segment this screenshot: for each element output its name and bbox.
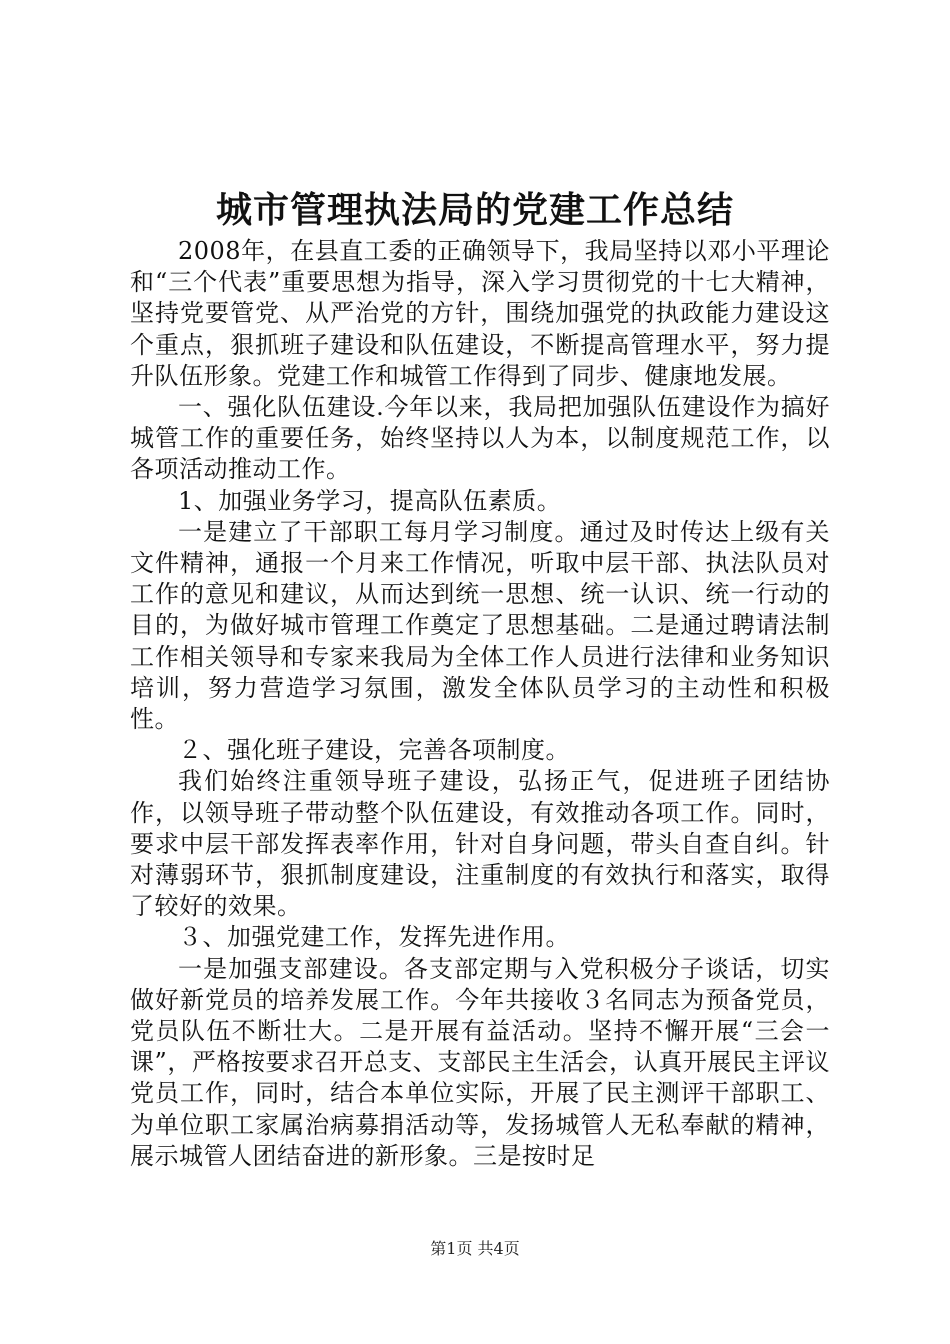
paragraph-heading-3: ３、加强党建工作，发挥先进作用。 <box>178 923 570 952</box>
paragraph-heading-1: 1、加强业务学习，提高队伍素质。 <box>178 486 562 515</box>
paragraph-leadership: 我们始终注重领导班子建设，弘扬正气，促进班子团结协作，以领导班子带动整个队伍建设，有效推动各项工作。同时，要求中层干部发挥表率作用，针对自身问题，带头自查自纠。针对薄弱环节，狠抓制度建设，注重制度的有效执行和落实，取得了较好的效果。 <box>130 767 830 921</box>
document-title: 城市管理执法局的党建工作总结 <box>215 189 734 231</box>
paragraph-intro: 2008年，在县直工委的正确领导下，我局坚持以邓小平理论和“三个代表”重要思想为指导，深入学习贯彻党的十七大精神，坚持党要管党、从严治党的方针，围绕加强党的执政能力建设这个重点，狠抓班子建设和队伍建设，不断提高管理水平，努力提升队伍形象。党建工作和城管工作得到了同步、健康地发展。 <box>130 237 830 390</box>
paragraph-section-1: 一、强化队伍建设.今年以来，我局把加强队伍建设作为搞好城管工作的重要任务，始终坚持以人为本，以制度规范工作，以各项活动推动工作。 <box>130 393 830 484</box>
paragraph-study: 一是建立了干部职工每月学习制度。通过及时传达上级有关文件精神，通报一个月来工作情况，听取中层干部、执法队员对工作的意见和建议，从而达到统一思想、统一认识、统一行动的目的，为做好城市管理工作奠定了思想基础。二是通过聘请法制工作相关领导和专家来我局为全体工作人员进行法律和业务知识培训，努力营造学习氛围，激发全体队员学习的主动性和积极性。 <box>130 517 830 734</box>
paragraph-party-building: 一是加强支部建设。各支部定期与入党积极分子谈话，切实做好新党员的培养发展工作。今年共接收３名同志为预备党员，党员队伍不断壮大。二是开展有益活动。坚持不懈开展“三会一课”，严格按要求召开总支、支部民主生活会，认真开展民主评议党员工作，同时，结合本单位实际，开展了民主测评干部职工、为单位职工家属治病募捐活动等，发扬城管人无私奉献的精神，展示城管人团结奋进的新形象。三是按时足 <box>130 954 830 1170</box>
paragraph-heading-2: ２、强化班子建设，完善各项制度。 <box>178 736 570 765</box>
page-footer: 第1页 共4页 <box>430 1239 520 1258</box>
document-body <box>130 236 830 1172</box>
